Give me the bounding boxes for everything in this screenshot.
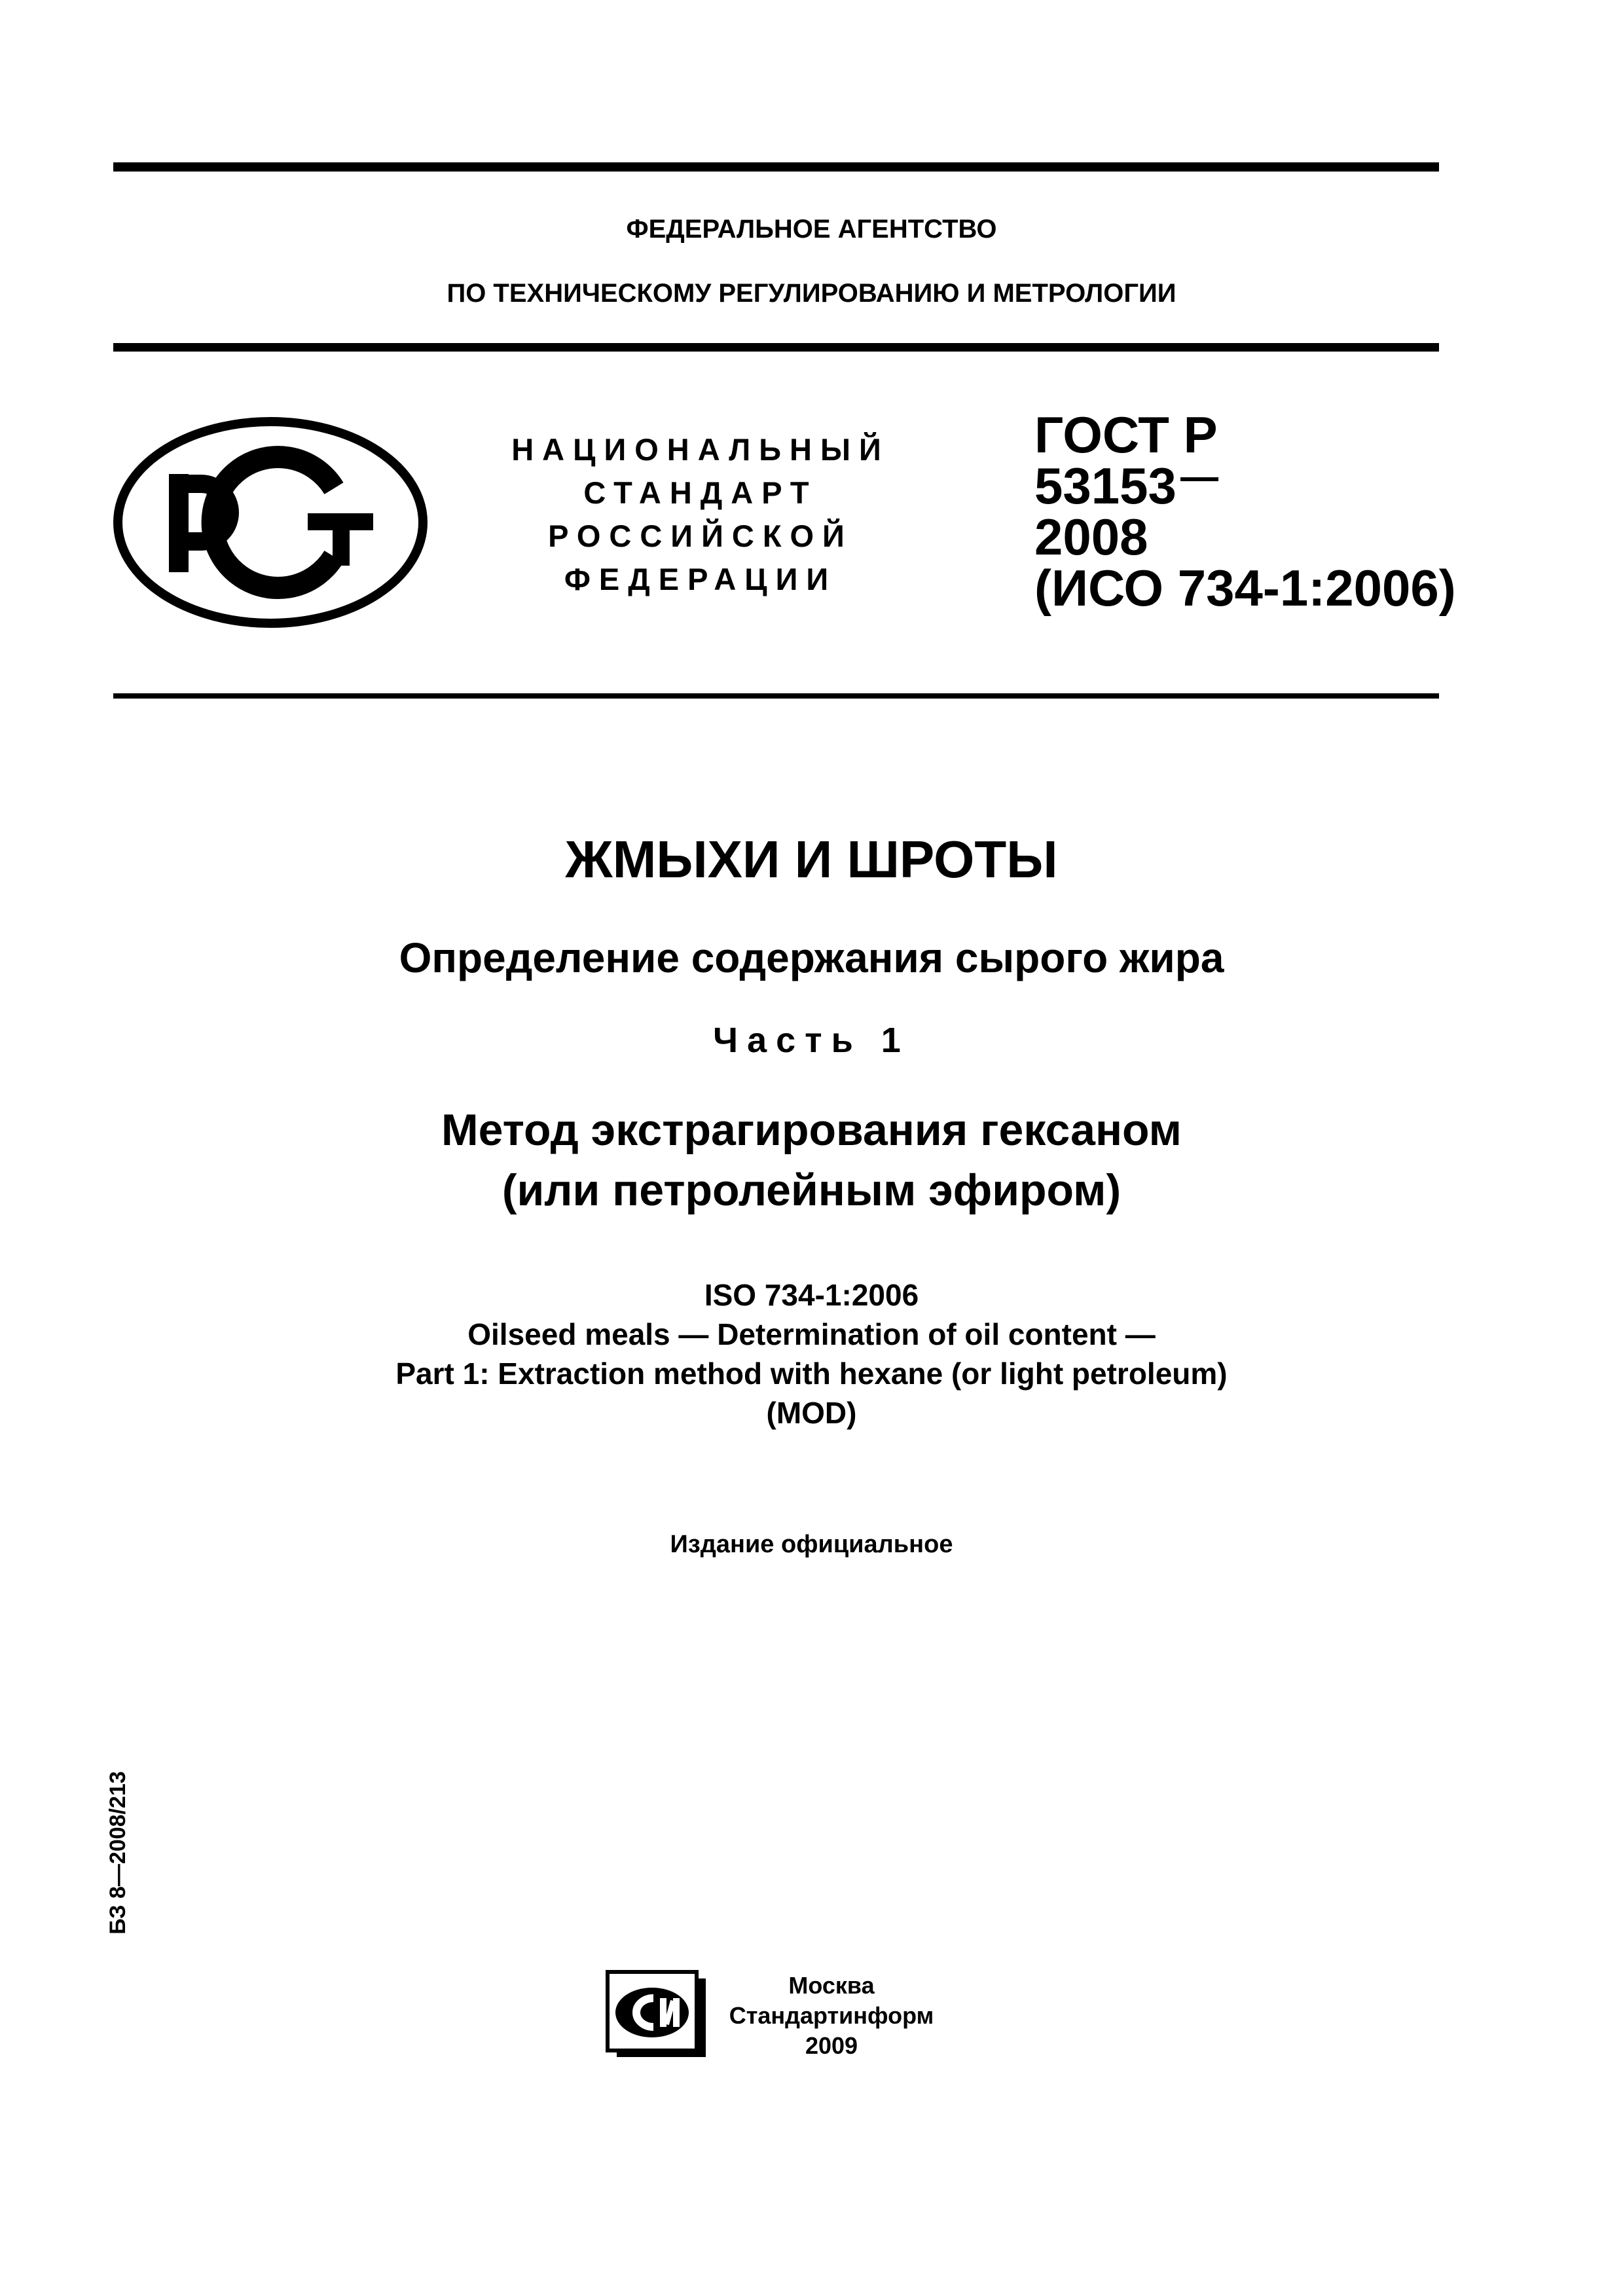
side-code: БЗ 8—2008/213	[105, 1771, 130, 1935]
gost-year: 2008	[1034, 508, 1148, 566]
iso-line1: ISO 734-1:2006	[704, 1278, 919, 1312]
part-label: Часть 1	[713, 1021, 910, 1060]
publisher-city: Москва	[788, 1972, 875, 1999]
iso-line3: Part 1: Extraction method with hexane (or light petroleum)	[395, 1357, 1228, 1391]
publisher-name: Стандартинформ	[729, 2002, 934, 2029]
method-title-line1: Метод экстрагирования гексаном	[441, 1105, 1182, 1155]
publisher-year: 2009	[805, 2032, 858, 2059]
national-line-4: ФЕДЕРАЦИИ	[564, 562, 837, 596]
main-title: ЖМЫХИ И ШРОТЫ	[565, 830, 1058, 888]
iso-line2: Oilseed meals — Determination of oil content —	[467, 1317, 1156, 1351]
edition-label: Издание официальное	[670, 1531, 953, 1558]
national-line-2: СТАНДАРТ	[583, 475, 818, 510]
standard-rule	[113, 693, 1439, 699]
publisher-logo-icon	[604, 1969, 708, 2060]
agency-name-line2: ПО ТЕХНИЧЕСКОМУ РЕГУЛИРОВАНИЮ И МЕТРОЛОГИИ	[447, 279, 1176, 308]
iso-line4: (MOD)	[766, 1396, 857, 1430]
gost-iso-reference: (ИСО 734-1:2006)	[1034, 559, 1456, 617]
subtitle: Определение содержания сырого жира	[399, 934, 1224, 981]
publisher-info	[720, 1971, 943, 2061]
method-title-line2: (или петролейным эфиром)	[501, 1165, 1122, 1215]
iso-reference-block	[0, 1275, 1623, 1432]
gost-label: ГОСТ Р	[1034, 406, 1218, 464]
gost-dash	[1180, 477, 1218, 481]
gost-designation	[1034, 406, 1456, 617]
gost-number: 53153	[1034, 457, 1176, 515]
header-rule	[113, 343, 1439, 352]
top-rule	[113, 162, 1439, 172]
method-title	[0, 1100, 1623, 1220]
rst-logo-icon	[113, 416, 428, 629]
agency-name-line1: ФЕДЕРАЛЬНОЕ АГЕНТСТВО	[626, 215, 997, 244]
gost-number-line	[1034, 457, 1440, 515]
national-line-3: РОССИЙСКОЙ	[548, 519, 853, 553]
national-line-1: НАЦИОНАЛЬНЫЙ	[511, 432, 890, 467]
national-standard-label	[481, 428, 920, 601]
